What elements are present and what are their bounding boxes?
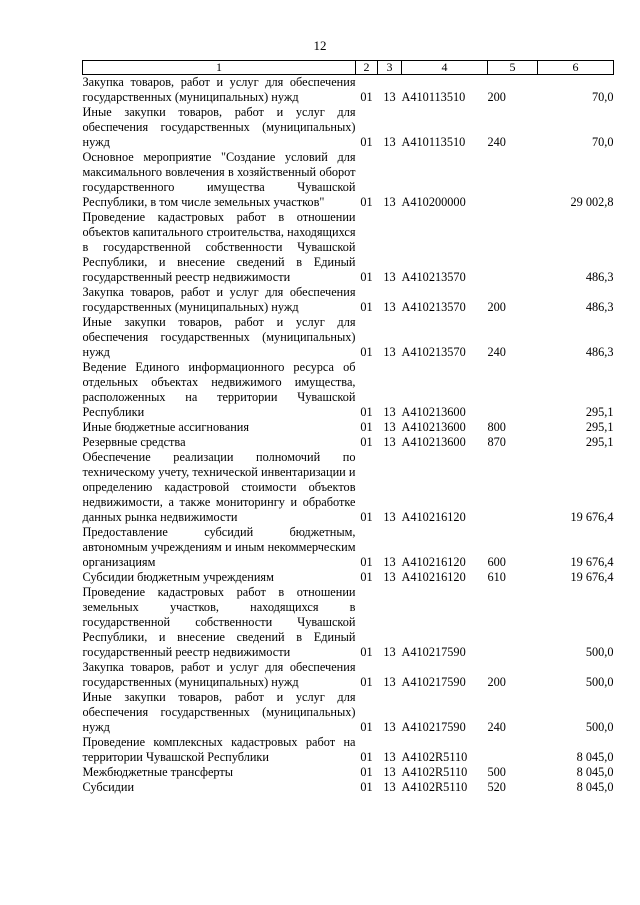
target-article-code: A410200000	[401, 195, 466, 209]
subsection-code: 13	[383, 345, 396, 359]
table-row	[83, 525, 614, 570]
subsection-code: 13	[383, 420, 396, 434]
expense-type-code	[488, 150, 538, 210]
expense-type-code: 200	[487, 300, 506, 314]
table-row	[83, 105, 614, 150]
item-name: Проведение кадастровых работ в отношении объектов капитального строительства, находящихся в государственной собственности Чувашской Республики, и внесение сведений в Единый государственный реестр недвижимости	[82, 210, 356, 284]
amount: 295,1	[585, 435, 614, 449]
subsection-code: 13	[383, 675, 396, 689]
section-code: 01	[360, 510, 373, 524]
amount: 19 676,4	[570, 555, 614, 569]
table-row	[83, 585, 614, 660]
amount: 500,0	[585, 675, 614, 689]
amount: 295,1	[585, 405, 614, 419]
table-row	[83, 660, 614, 690]
expense-type-code: 200	[487, 675, 506, 689]
col-header-2: 2	[356, 61, 378, 75]
page-number: 12	[313, 38, 327, 53]
target-article-code: A410216120	[401, 570, 466, 584]
col-header-3: 3	[378, 61, 402, 75]
section-code: 01	[360, 90, 373, 104]
section-code: 01	[360, 135, 373, 149]
amount: 500,0	[585, 720, 614, 734]
table-row	[83, 450, 614, 525]
target-article-code: A410217590	[401, 720, 466, 734]
item-name: Межбюджетные трансферты	[82, 765, 234, 779]
expense-type-code	[488, 210, 538, 285]
table-row	[83, 420, 614, 435]
target-article-code: A410216120	[401, 510, 466, 524]
amount: 486,3	[585, 300, 614, 314]
item-name: Иные бюджетные ассигнования	[82, 420, 250, 434]
amount: 8 045,0	[576, 780, 614, 794]
table-row	[83, 570, 614, 585]
subsection-code: 13	[383, 135, 396, 149]
target-article-code: A410213570	[401, 270, 466, 284]
section-code: 01	[360, 675, 373, 689]
target-article-code: A410213600	[401, 405, 466, 419]
amount: 486,3	[585, 345, 614, 359]
expense-type-code: 600	[487, 555, 506, 569]
subsection-code: 13	[383, 750, 396, 764]
item-name: Основное мероприятие "Создание условий для максимального вовлечения в хозяйственный оборот государственного имущества Чувашской Республики, в том числе земельных участков"	[82, 150, 356, 209]
section-code: 01	[360, 720, 373, 734]
subsection-code: 13	[383, 195, 396, 209]
table-row	[83, 150, 614, 210]
target-article-code: A410213570	[401, 345, 466, 359]
item-name: Субсидии бюджетным учреждениям	[82, 570, 274, 584]
expense-type-code	[488, 450, 538, 525]
target-article-code: A410213600	[401, 420, 466, 434]
subsection-code: 13	[383, 645, 396, 659]
table-row	[83, 315, 614, 360]
target-article-code: A410113510	[401, 90, 466, 104]
table-row	[83, 75, 614, 106]
target-article-code: A4102R5110	[401, 765, 468, 779]
target-article-code: A410113510	[401, 135, 466, 149]
expense-type-code: 610	[487, 570, 506, 584]
section-code: 01	[360, 270, 373, 284]
item-name: Резервные средства	[82, 435, 186, 449]
target-article-code: A410213600	[401, 435, 466, 449]
expense-type-code	[488, 360, 538, 420]
item-name: Ведение Единого информационного ресурса об отдельных объектах недвижимого имущества, расположенных на территории Чувашской Республики	[82, 360, 356, 419]
expense-type-code: 200	[487, 90, 506, 104]
table-row	[83, 285, 614, 315]
subsection-code: 13	[383, 270, 396, 284]
budget-table	[82, 60, 614, 795]
expense-type-code: 500	[487, 765, 506, 779]
subsection-code: 13	[383, 300, 396, 314]
target-article-code: A410217590	[401, 645, 466, 659]
amount: 8 045,0	[576, 765, 614, 779]
amount: 70,0	[591, 135, 614, 149]
expense-type-code: 240	[487, 720, 506, 734]
item-name: Иные закупки товаров, работ и услуг для обеспечения государственных (муниципальных) нужд	[82, 690, 356, 734]
col-header-6: 6	[538, 61, 614, 75]
section-code: 01	[360, 750, 373, 764]
col-header-4: 4	[402, 61, 488, 75]
target-article-code: A410217590	[401, 675, 466, 689]
col-header-5: 5	[488, 61, 538, 75]
amount: 29 002,8	[570, 195, 614, 209]
section-code: 01	[360, 300, 373, 314]
table-row	[83, 435, 614, 450]
item-name: Закупка товаров, работ и услуг для обеспечения государственных (муниципальных) нужд	[82, 285, 356, 314]
expense-type-code: 800	[487, 420, 506, 434]
amount: 486,3	[585, 270, 614, 284]
section-code: 01	[360, 435, 373, 449]
amount: 295,1	[585, 420, 614, 434]
amount: 19 676,4	[570, 510, 614, 524]
section-code: 01	[360, 420, 373, 434]
target-article-code: A4102R5110	[401, 780, 468, 794]
subsection-code: 13	[383, 765, 396, 779]
header-row	[83, 61, 614, 75]
amount: 70,0	[591, 90, 614, 104]
table-row	[83, 780, 614, 795]
item-name: Закупка товаров, работ и услуг для обеспечения государственных (муниципальных) нужд	[82, 660, 356, 689]
section-code: 01	[360, 345, 373, 359]
section-code: 01	[360, 555, 373, 569]
expense-type-code: 870	[487, 435, 506, 449]
table-row	[83, 735, 614, 765]
target-article-code: A4102R5110	[401, 750, 468, 764]
table-row	[83, 690, 614, 735]
col-header-1: 1	[83, 61, 356, 75]
expense-type-code: 240	[487, 345, 506, 359]
expense-type-code: 240	[487, 135, 506, 149]
amount: 8 045,0	[576, 750, 614, 764]
section-code: 01	[360, 570, 373, 584]
amount: 19 676,4	[570, 570, 614, 584]
expense-type-code	[488, 585, 538, 660]
section-code: 01	[360, 405, 373, 419]
item-name: Обеспечение реализации полномочий по техническому учету, технической инвентаризации и определению кадастровой стоимости объектов недвижимости, а также мониторингу и обработке данных рынка недвижимости	[82, 450, 356, 524]
item-name: Иные закупки товаров, работ и услуг для обеспечения государственных (муниципальных) нужд	[82, 105, 356, 149]
target-article-code: A410213570	[401, 300, 466, 314]
expense-type-code	[488, 735, 538, 765]
subsection-code: 13	[383, 405, 396, 419]
target-article-code: A410216120	[401, 555, 466, 569]
subsection-code: 13	[383, 90, 396, 104]
subsection-code: 13	[383, 435, 396, 449]
section-code: 01	[360, 645, 373, 659]
item-name: Закупка товаров, работ и услуг для обеспечения государственных (муниципальных) нужд	[82, 75, 356, 104]
section-code: 01	[360, 765, 373, 779]
table-row	[83, 210, 614, 285]
item-name: Проведение комплексных кадастровых работ на территории Чувашской Республики	[82, 735, 356, 764]
item-name: Предоставление субсидий бюджетным, автономным учреждениям и иным некоммерческим организациям	[82, 525, 356, 569]
subsection-code: 13	[383, 555, 396, 569]
table-row	[83, 360, 614, 420]
amount: 500,0	[585, 645, 614, 659]
section-code: 01	[360, 780, 373, 794]
table-row	[83, 765, 614, 780]
subsection-code: 13	[383, 510, 396, 524]
subsection-code: 13	[383, 570, 396, 584]
section-code: 01	[360, 195, 373, 209]
item-name: Иные закупки товаров, работ и услуг для обеспечения государственных (муниципальных) нужд	[82, 315, 356, 359]
subsection-code: 13	[383, 720, 396, 734]
item-name: Проведение кадастровых работ в отношении земельных участков, находящихся в государственной собственности Чувашской Республики, и внесение сведений в Единый государственный реестр недвижимости	[82, 585, 356, 659]
expense-type-code: 520	[487, 780, 506, 794]
subsection-code: 13	[383, 780, 396, 794]
item-name: Субсидии	[82, 780, 135, 794]
